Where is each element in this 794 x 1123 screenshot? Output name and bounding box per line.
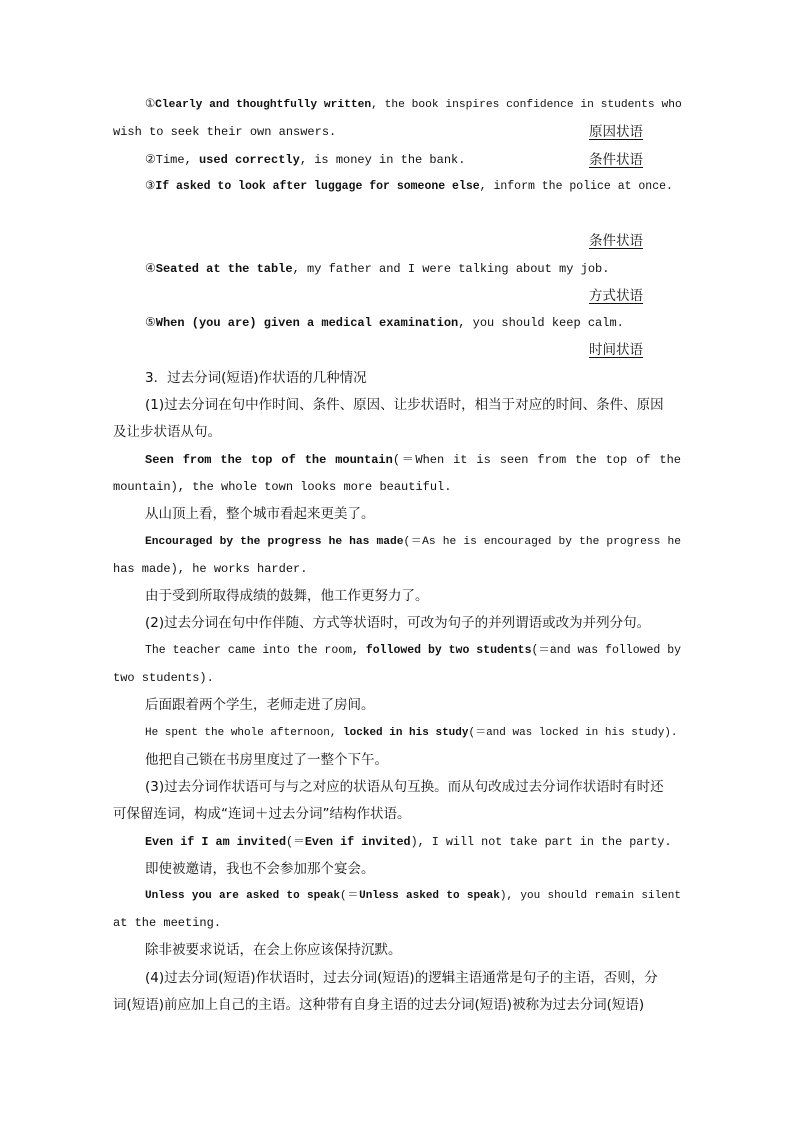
example-text: (＝As he is encouraged by the progress he [403, 536, 682, 548]
rule-4-line-1: (4)过去分词(短语)作状语时，过去分词(短语)的逻辑主语通常是句子的主语，否则，分 [145, 970, 658, 986]
example-4-tag: 方式状语 [589, 288, 643, 304]
example-text: He spent the whole afternoon, [145, 727, 344, 739]
example-text: , the book inspires confidence in students who [371, 99, 682, 111]
example-4-line [145, 260, 681, 278]
example-number: ⑤ [145, 316, 156, 330]
rule-3-example-1-line [145, 833, 681, 851]
rule-3-example-2-line-1 [145, 887, 681, 905]
example-number: ④ [145, 262, 156, 276]
rule-1-example-2-line-1 [145, 533, 681, 551]
example-text: , my father and I were talking about my job. [292, 262, 610, 276]
example-bold-phrase: Clearly and thoughtfully written [155, 99, 372, 111]
example-5-tag: 时间状语 [589, 342, 643, 358]
example-3-line [145, 178, 681, 196]
rule-2-example-2-translation: 他把自己锁在书房里度过了一整个下午。 [145, 752, 388, 768]
example-text: Time, [155, 153, 199, 167]
example-number: ③ [145, 180, 156, 193]
example-bold-phrase: Unless you are asked to speak [145, 890, 341, 902]
example-5-line [145, 314, 681, 332]
rule-2-line: (2)过去分词在句中作伴随、方式等状语时，可改为句子的并列谓语或改为并列分句。 [145, 615, 651, 631]
rule-1-example-1-line-1 [145, 451, 681, 469]
example-text: (＝and was locked in his study). [468, 727, 678, 739]
example-bold-phrase: Seated at the table [155, 262, 293, 276]
example-bold-phrase: Encouraged by the progress he has made [145, 536, 404, 548]
example-text: ), you should remain silent [499, 890, 682, 902]
example-text: (＝and was followed by [531, 644, 682, 657]
example-bold-phrase: When (you are) given a medical examination [155, 316, 459, 330]
example-text: The teacher came into the room, [145, 644, 366, 657]
example-text: , inform the police at once. [479, 180, 673, 193]
rule-3-example-2-line-2: at the meeting. [113, 916, 222, 930]
example-bold-phrase: followed by two students [365, 644, 532, 657]
rule-1-example-2-translation: 由于受到所取得成绩的鼓舞，他工作更努力了。 [145, 588, 429, 604]
rule-2-example-2-line [145, 724, 681, 742]
example-number: ① [145, 99, 156, 111]
example-text: , you should keep calm. [458, 316, 624, 330]
rule-1-example-1-translation: 从山顶上看，整个城市看起来更美了。 [145, 506, 375, 522]
rule-4-line-2: 词(短语)前应加上自己的主语。这种带有自身主语的过去分词(短语)被称为过去分词(短语) [113, 997, 645, 1013]
example-bold-phrase: locked in his study [343, 727, 469, 739]
example-1-line-1 [145, 96, 681, 114]
rule-3-line-2: 可保留连词，构成“连词＋过去分词”结构作状语。 [113, 806, 411, 822]
example-number: ② [145, 153, 156, 167]
example-2-tag: 条件状语 [589, 152, 643, 168]
example-text: (＝When it is seen from the top of the [392, 453, 681, 467]
rule-1-example-2-line-2: has made), he works harder. [113, 562, 308, 576]
rule-2-example-1-translation: 后面跟着两个学生，老师走进了房间。 [145, 697, 375, 713]
rule-3-example-2-translation: 除非被要求说话，在会上你应该保持沉默。 [145, 942, 402, 958]
example-bold-phrase: Unless asked to speak [359, 890, 500, 902]
section-heading: 3．过去分词(短语)作状语的几种情况 [145, 370, 367, 386]
rule-3-example-1-translation: 即使被邀请，我也不会参加那个宴会。 [145, 861, 375, 877]
example-1-line-2: wish to seek their own answers. [113, 125, 337, 139]
rule-1-example-1-line-2: mountain), the whole town looks more beautiful. [113, 480, 452, 494]
example-bold-phrase: used correctly [198, 153, 300, 167]
example-1-tag: 原因状语 [589, 124, 643, 140]
example-text: (＝ [340, 890, 360, 902]
example-3-tag: 条件状语 [589, 233, 643, 249]
rule-3-line-1: (3)过去分词作状语可与与之对应的状语从句互换。而从句改成过去分词作状语时有时还 [145, 779, 664, 795]
example-bold-phrase: Even if I am invited [145, 835, 287, 849]
rule-1-line-2: 及让步状语从句。 [113, 424, 221, 440]
rule-2-example-1-line-1 [145, 642, 681, 660]
example-text: , is money in the bank. [299, 153, 466, 167]
example-bold-phrase: Even if invited [304, 835, 411, 849]
example-text: ), I will not take part in the party. [410, 835, 672, 849]
example-bold-phrase: Seen from the top of the mountain [145, 453, 393, 467]
example-text: (＝ [286, 835, 305, 849]
rule-2-example-1-line-2: two students). [113, 671, 214, 685]
example-bold-phrase: If asked to look after luggage for someone else [155, 180, 480, 193]
rule-1-line-1: (1)过去分词在句中作时间、条件、原因、让步状语时，相当于对应的时间、条件、原因 [145, 397, 664, 413]
